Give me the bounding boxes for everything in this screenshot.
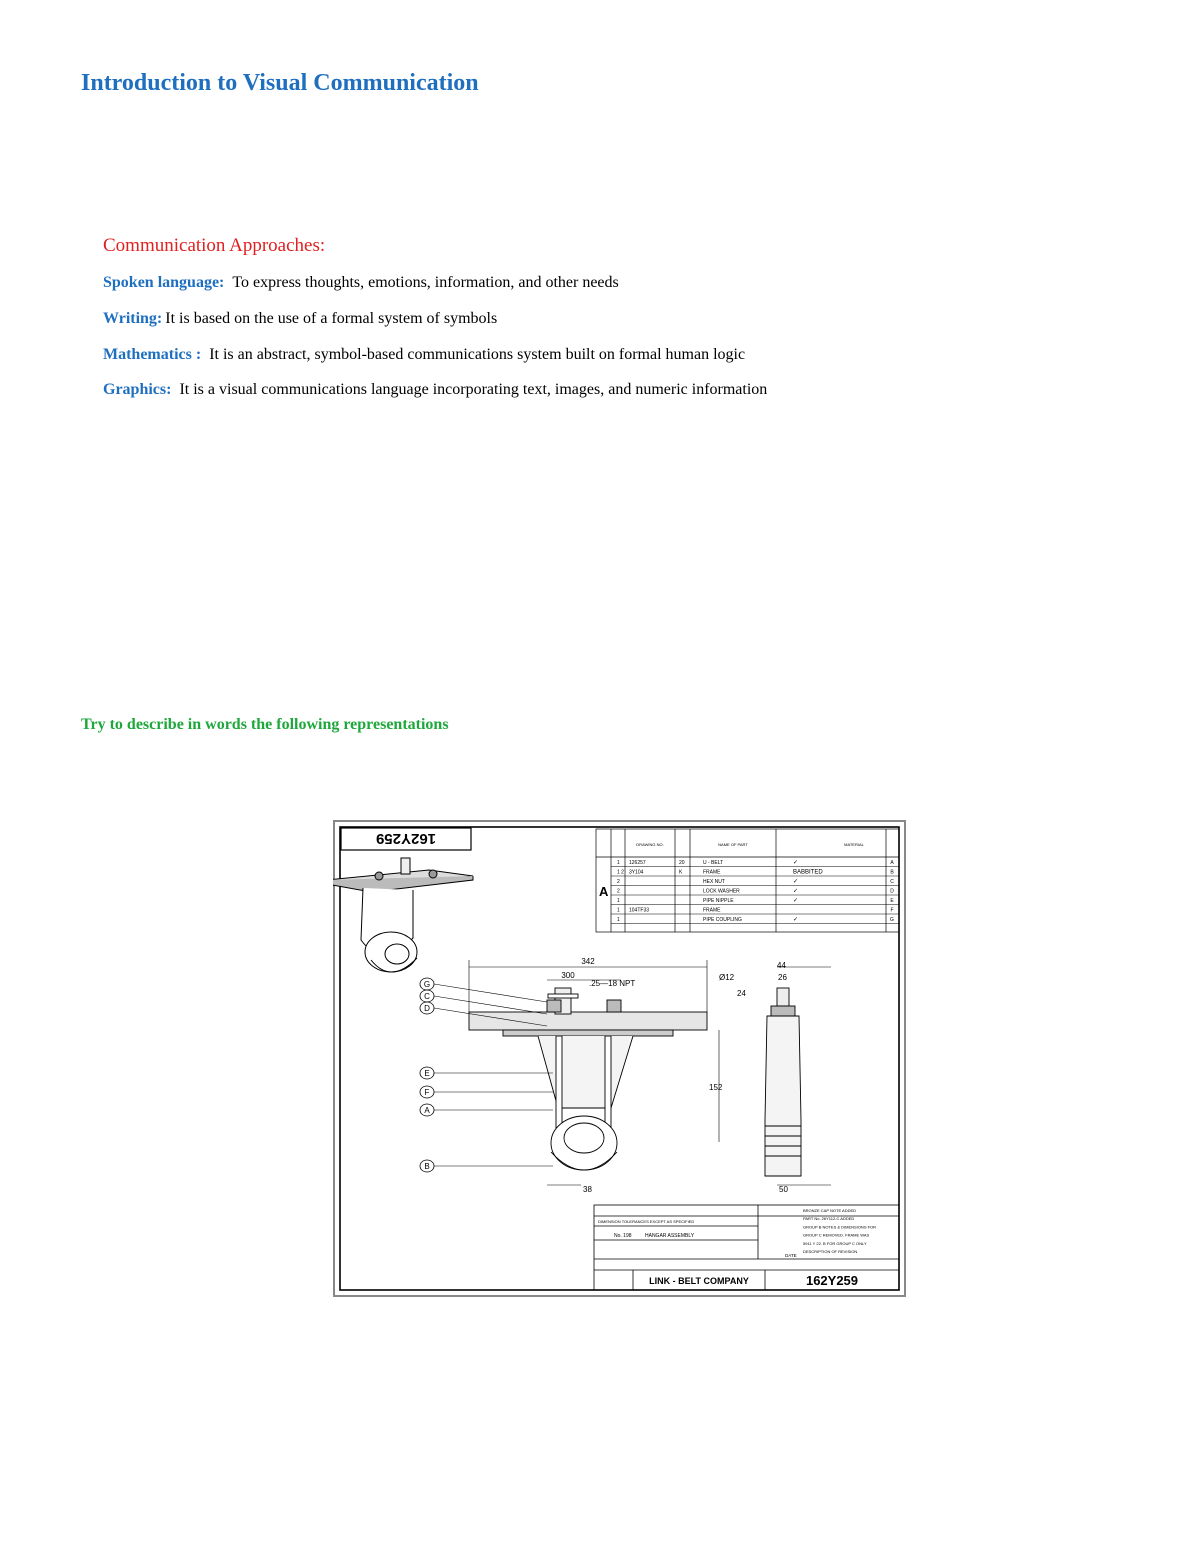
revision-line: GROUP C REMOVED. FRAME WAS bbox=[803, 1232, 870, 1238]
exercise-prompt: Try to describe in words the following representations bbox=[81, 716, 449, 733]
approach-label: Spoken language: bbox=[103, 274, 225, 291]
part-key: B bbox=[890, 869, 894, 876]
callout-letter: F bbox=[424, 1088, 430, 1097]
part-drawing-no: 3Y104 bbox=[629, 869, 644, 876]
drawing-svg bbox=[333, 820, 906, 1297]
part-qty: 1 bbox=[617, 907, 620, 914]
approach-text: It is based on the use of a formal system of symbols bbox=[165, 310, 498, 327]
part-key: G bbox=[890, 917, 894, 923]
revision-line: PART No. 26Y112-C ADDED bbox=[803, 1216, 855, 1222]
part-name: LOCK WASHER bbox=[703, 888, 740, 895]
part-qty: 1 bbox=[617, 860, 620, 866]
part-pcs: 20 bbox=[679, 860, 685, 866]
part-name: PIPE NIPPLE bbox=[703, 898, 734, 904]
part-key: A bbox=[890, 860, 894, 866]
drawing-number: 162Y259 bbox=[805, 1273, 859, 1288]
dim-24: 24 bbox=[737, 989, 746, 998]
part-name: FRAME bbox=[703, 907, 721, 914]
approach-mathematics bbox=[103, 346, 745, 364]
dim-342: 342 bbox=[581, 957, 595, 966]
callout-letter: B bbox=[424, 1162, 430, 1171]
dim-44: 44 bbox=[777, 961, 786, 970]
part-name: FRAME bbox=[703, 869, 721, 876]
part-material: BABBITED bbox=[793, 869, 823, 876]
dim-300: 300 bbox=[561, 971, 575, 980]
part-key: F bbox=[890, 907, 894, 914]
callout-letter: D bbox=[424, 1004, 430, 1013]
group-letter: A bbox=[599, 884, 609, 899]
part-pcs: K bbox=[679, 869, 683, 876]
approach-label: Graphics: bbox=[103, 381, 172, 398]
part-material: ✓ bbox=[793, 917, 799, 923]
approach-text: It is an abstract, symbol-based communications system built on formal human logic bbox=[209, 346, 746, 363]
part-name: PIPE COUPLING bbox=[703, 917, 742, 923]
part-material: ✓ bbox=[793, 879, 799, 885]
dim-152: 152 bbox=[709, 1083, 723, 1092]
approach-graphics bbox=[103, 381, 767, 399]
company-name: LINK - BELT COMPANY bbox=[649, 1276, 749, 1286]
callout-letter: E bbox=[424, 1069, 430, 1078]
part-qty: 2 bbox=[617, 879, 620, 885]
part-drawing-no: 126257 bbox=[629, 860, 646, 866]
revision-line: BRONZE CAP NOTE ADDED bbox=[803, 1208, 857, 1213]
part-qty: 2 bbox=[617, 888, 620, 895]
tolerance-note: DIMENSION TOLERANCES EXCEPT AS SPECIFIED bbox=[598, 1219, 695, 1224]
part-name: U - BELT bbox=[703, 860, 724, 866]
approach-text: To express thoughts, emotions, information, and other needs bbox=[232, 274, 619, 291]
dim-50: 50 bbox=[779, 1185, 788, 1194]
svg-text:DRAWING NO.: DRAWING NO. bbox=[636, 842, 664, 847]
part-material: ✓ bbox=[793, 898, 799, 904]
title-text: HANGAR ASSEMBLY bbox=[645, 1233, 695, 1239]
callout-letter: A bbox=[424, 1106, 430, 1115]
part-qty: 1 bbox=[617, 917, 620, 923]
part-key: C bbox=[890, 879, 894, 885]
revision-line: 5911 Y 22. B FOR GROUP C ONLY bbox=[803, 1240, 867, 1246]
engineering-drawing bbox=[333, 820, 906, 1297]
part-key: D bbox=[890, 888, 894, 895]
revision-line: DESCRIPTION OF REVISION bbox=[803, 1249, 858, 1254]
page-title: Introduction to Visual Communication bbox=[81, 70, 479, 96]
part-key: E bbox=[890, 898, 894, 904]
title-number: No. 198 bbox=[614, 1233, 632, 1239]
approach-label: Writing: bbox=[103, 310, 163, 327]
dim-26: 26 bbox=[778, 973, 787, 982]
approach-text: It is a visual communications language incorporating text, images, and numeric information bbox=[179, 381, 768, 398]
svg-text:MATERIAL: MATERIAL bbox=[844, 842, 864, 847]
svg-text:NAME OF PART: NAME OF PART bbox=[718, 842, 748, 847]
approach-writing bbox=[103, 310, 497, 328]
part-material: ✓ bbox=[793, 860, 799, 866]
dim-dia12: Ø12 bbox=[719, 973, 735, 982]
part-material: ✓ bbox=[793, 888, 799, 895]
dim-38: 38 bbox=[583, 1185, 592, 1194]
approach-spoken bbox=[103, 274, 619, 292]
part-drawing-no: 104TF33 bbox=[629, 907, 650, 914]
approaches-heading: Communication Approaches: bbox=[103, 235, 326, 256]
drawing-number-inverted: 162Y259 bbox=[375, 830, 437, 847]
revision-line: GROUP B NOTES & DIMENSIONS FOR bbox=[803, 1224, 877, 1230]
callout-letter: C bbox=[424, 992, 430, 1001]
approach-label: Mathematics : bbox=[103, 346, 202, 363]
revision-date-label: DATE bbox=[785, 1253, 797, 1258]
part-qty: 1 2 bbox=[617, 869, 624, 876]
side-view bbox=[765, 988, 801, 1176]
part-qty: 1 bbox=[617, 898, 620, 904]
part-name: HEX NUT bbox=[703, 879, 725, 885]
dim-npt: .25—18 NPT bbox=[589, 979, 636, 988]
callout-letter: G bbox=[423, 980, 431, 989]
